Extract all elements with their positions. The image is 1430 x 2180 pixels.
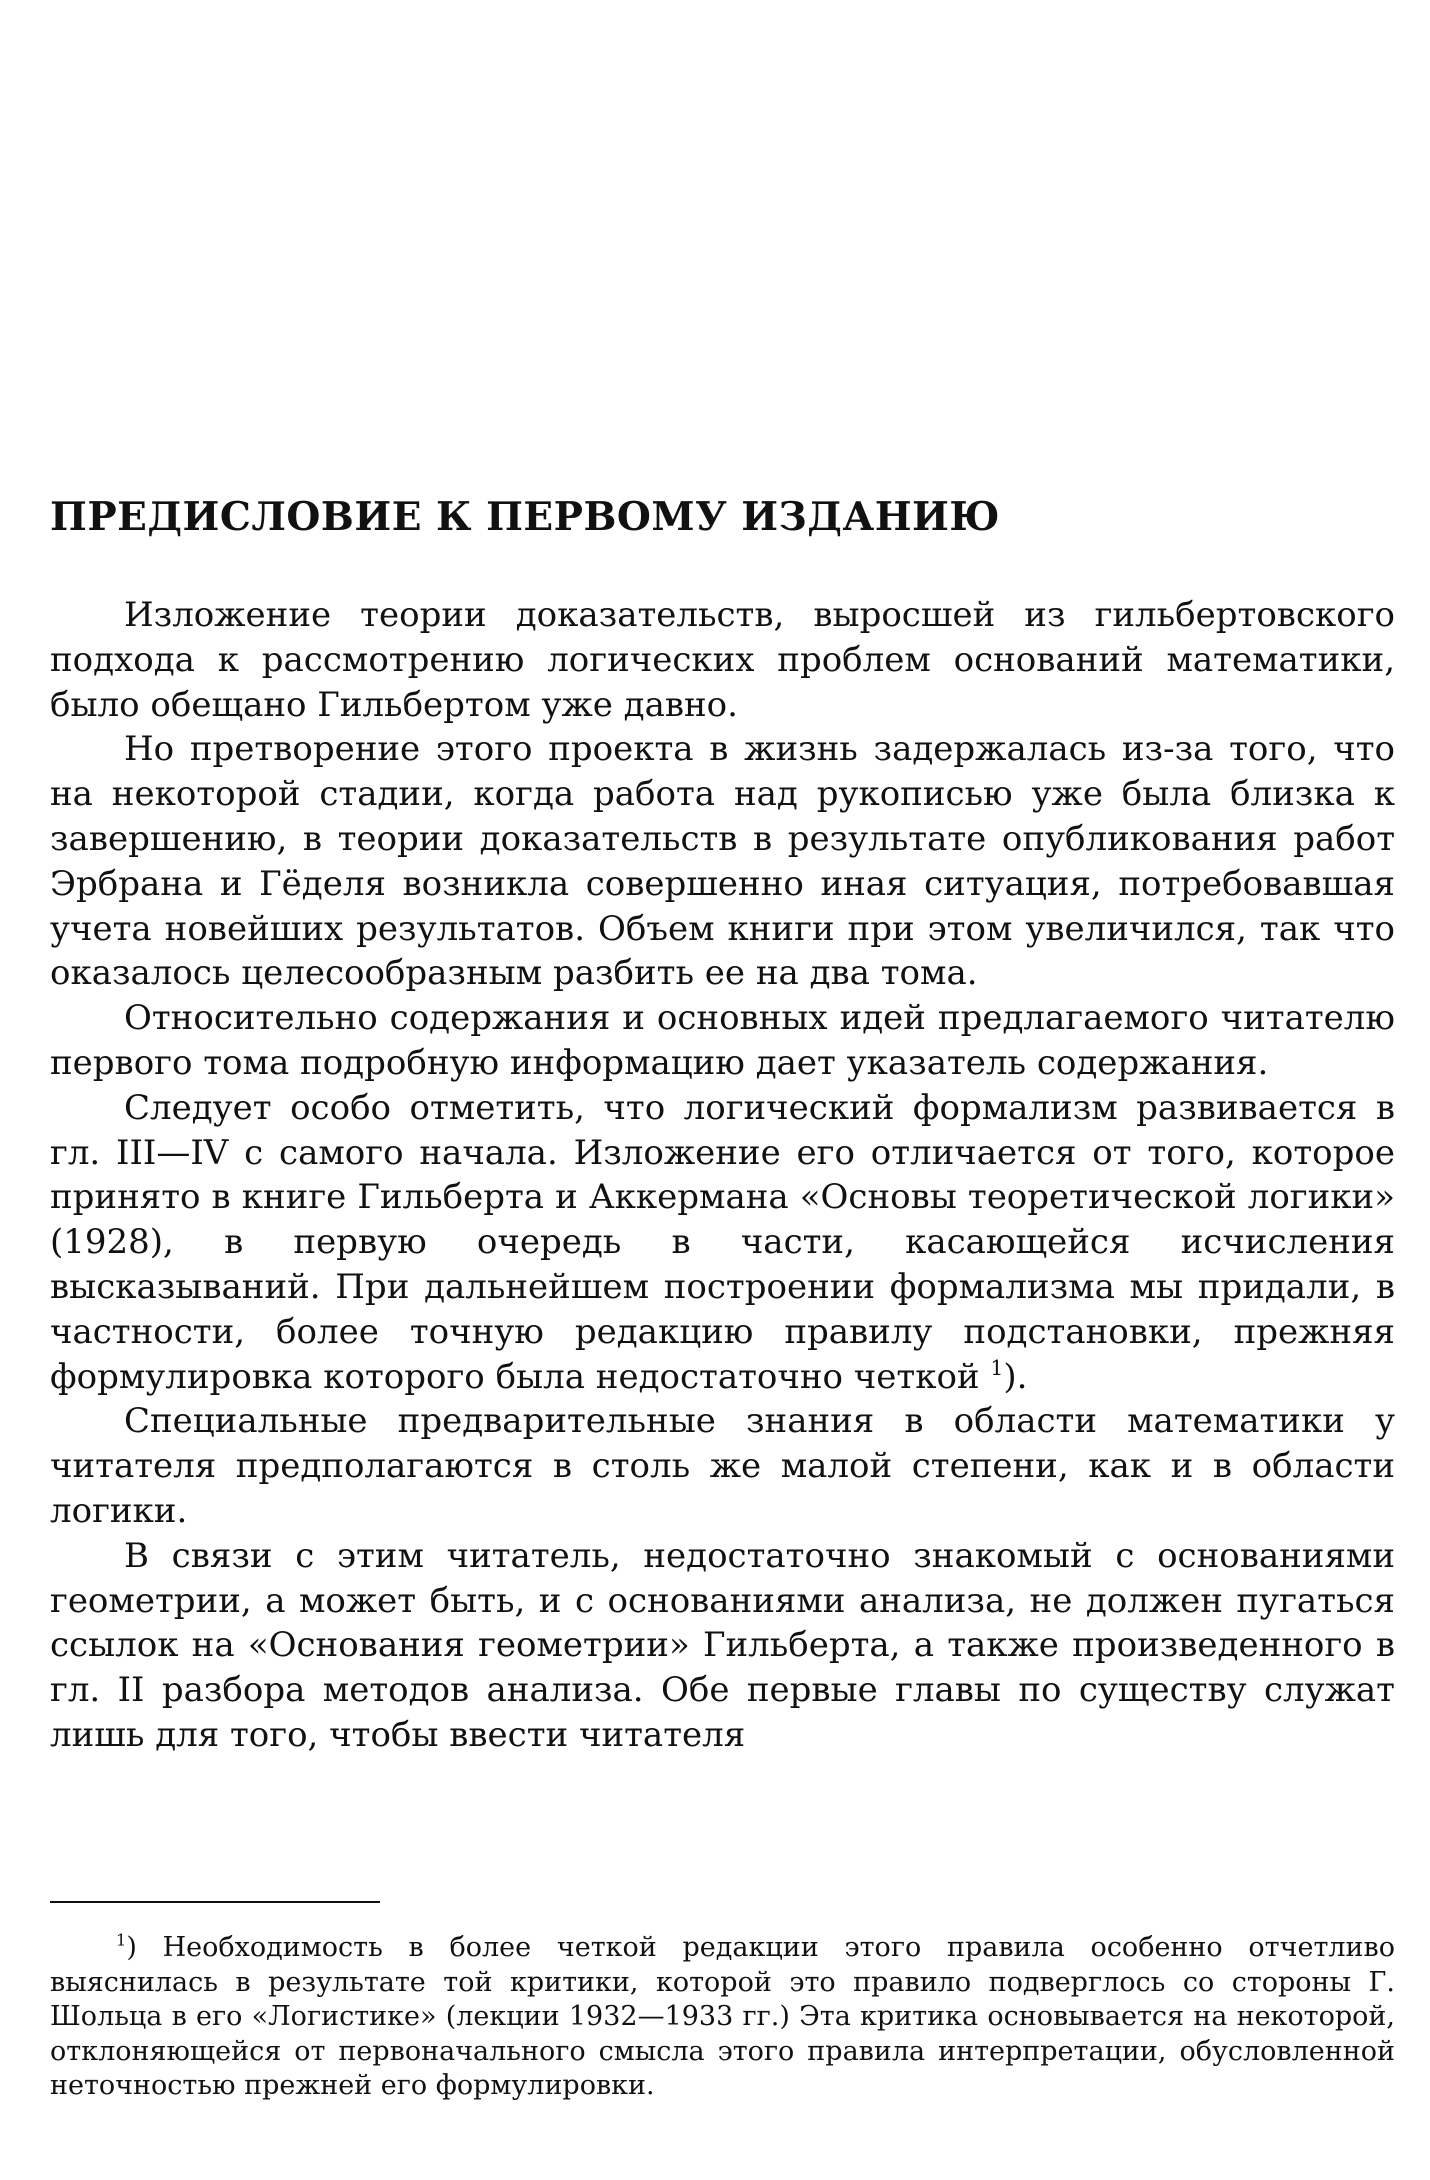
paragraph-5: Специальные предварительные знания в области математики у читателя предполагаются в столь же малой степени, как и в области логики. [50, 1401, 1395, 1531]
book-page [50, 0, 1395, 2180]
footnote-marker: 1 [116, 1930, 127, 1950]
paragraph-2: Но претворение этого проекта в жизнь задержалась из-за того, что на некоторой стадии, когда работа над рукописью уже была близка к завершению, в теории доказательств в результате опубликования работ Эрбрана и Гёделя возникла совершенно иная ситуация, потребовавшая учета новейших результатов. Объем книги при этом увеличился, так что оказалось целесообразным разбить ее на два тома. [50, 729, 1395, 994]
footnote-divider [50, 1901, 380, 1903]
footnote [50, 1931, 1395, 2104]
paragraph-4-tail: ). [1003, 1356, 1028, 1397]
paragraph-3: Относительно содержания и основных идей предлагаемого читателю первого тома подробную информацию дает указатель содержания. [50, 998, 1395, 1083]
footnote-marker-suffix: ) [126, 1932, 137, 1963]
footnote-reference[interactable]: 1 [990, 1355, 1004, 1380]
page-title: ПРЕДИСЛОВИЕ К ПЕРВОМУ ИЗДАНИЮ [50, 494, 1001, 540]
paragraph-6: В связи с этим читатель, недостаточно знакомый с основаниями геометрии, а может быть, и с основаниями анализа, не должен пугаться ссылок на «Основания геометрии» Гильберта, а также произведенного в гл. II разбора методов анализа. Обе первые главы по существу служат лишь для того, чтобы ввести читателя [50, 1535, 1395, 1755]
paragraph-4 [50, 1086, 1395, 1400]
footnote-text: Необходимость в более четкой редакции этого правила особенно отчетливо выяснилась в результате той критики, которой это правило подверглось со стороны Г. Шольца в его «Логистике» (лекции 1932—1933 гг.) Эта критика основывается на некоторой, отклоняющейся от первоначального смысла этого правила интерпретации, обусловленной неточностью прежней его формулировки. [50, 1932, 1395, 2101]
preface-body [50, 593, 1395, 1758]
paragraph-4-text: Следует особо отметить, что логический формализм развивается в гл. III—IV с самого начала. Изложение его отличается от того, которое принято в книге Гильберта и Аккермана «Основы теоретической логики» (1928), в первую очередь в части, касающейся исчисления высказываний. При дальнейшем построении формализма мы придали, в частности, более точную редакцию правилу подстановки, прежняя формулировка которого была недостаточно четкой [50, 1087, 1395, 1397]
paragraph-1: Изложение теории доказательств, выросшей из гильбертовского подхода к рассмотрению логических проблем оснований математики, было обещано Гильбертом уже давно. [50, 595, 1395, 725]
